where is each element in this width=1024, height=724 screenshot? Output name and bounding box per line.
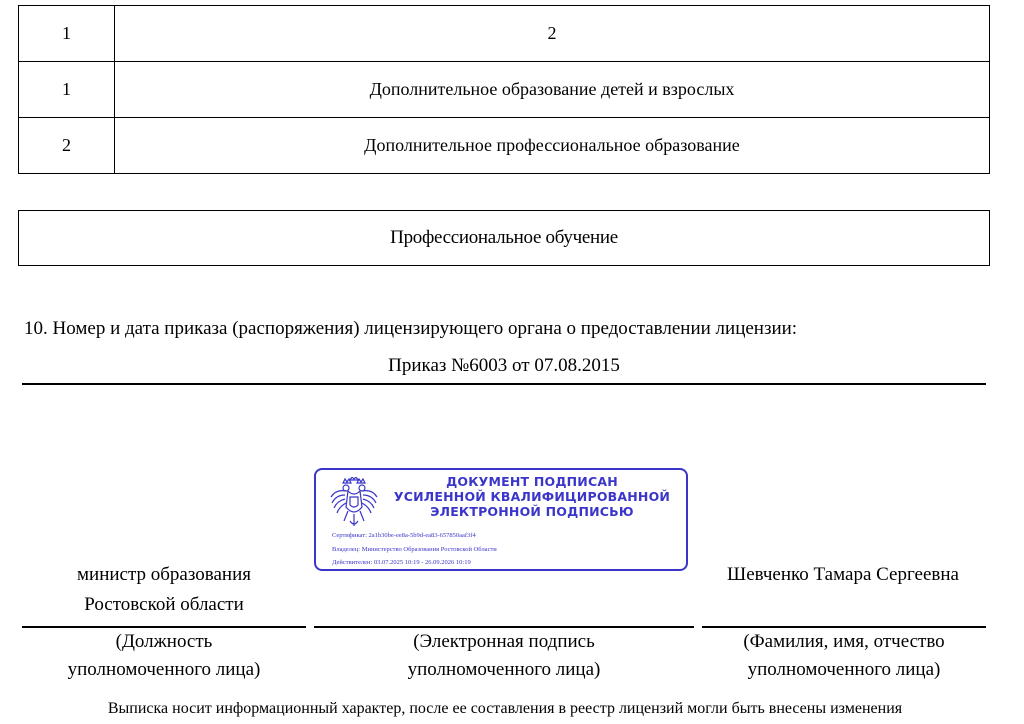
electronic-signature-stamp — [314, 468, 688, 571]
caption-line: уполномоченного лица) — [67, 659, 261, 680]
coat-of-arms-icon — [328, 477, 380, 532]
position-caption — [22, 628, 306, 684]
row-num-cell: 1 — [19, 62, 115, 118]
professional-training-label: Профессиональное обучение — [390, 227, 618, 248]
caption-line: уполномоченного лица) — [407, 659, 601, 680]
stamp-certificate: Сертификат: 2a1b30be-ee8a-5b9d-ea83-657850aaf3f4 — [332, 532, 476, 539]
stamp-title-line: ДОКУМЕНТ ПОДПИСАН — [446, 474, 618, 489]
stamp-title-line: ЭЛЕКТРОННОЙ ПОДПИСЬЮ — [430, 504, 634, 519]
stamp-title — [382, 474, 682, 519]
row-name-cell: Дополнительное профессиональное образование — [115, 118, 990, 174]
footer-note: Выписка носит информационный характер, после ее составления в реестр лицензий могли быть внесены изменения — [107, 700, 903, 717]
row-num-cell: 2 — [19, 118, 115, 174]
table-header-row — [19, 6, 990, 62]
stamp-validity: Действителен: 03.07.2025 10:19 - 26.09.2026 10:19 — [332, 559, 471, 566]
caption-line: (Должность — [115, 631, 213, 652]
caption-line: (Фамилия, имя, отчество — [743, 631, 945, 652]
header-num-cell: 1 — [19, 6, 115, 62]
table-row — [19, 118, 990, 174]
signer-name: Шевченко Тамара Сергеевна — [727, 564, 959, 585]
programs-table — [18, 5, 990, 174]
signer-position-line: Ростовской области — [84, 594, 244, 615]
header-name-cell: 2 — [115, 6, 990, 62]
name-caption — [702, 628, 986, 684]
signer-position-line: министр образования — [77, 564, 251, 585]
esign-caption — [314, 628, 694, 684]
order-underline — [22, 383, 986, 385]
signer-position — [22, 560, 306, 620]
stamp-owner: Владелец: Министерство Образования Ростовской Области — [332, 546, 497, 553]
professional-training-box — [18, 210, 990, 266]
order-number: Приказ №6003 от 07.08.2015 — [388, 355, 620, 376]
stamp-title-line: УСИЛЕННОЙ КВАЛИФИЦИРОВАННОЙ — [393, 489, 671, 504]
item-10-text: 10. Номер и дата приказа (распоряжения) лицензирующего органа о предоставлении лицензии: — [24, 318, 798, 339]
row-name-cell: Дополнительное образование детей и взрослых — [115, 62, 990, 118]
caption-line: (Электронная подпись — [413, 631, 595, 652]
caption-line: уполномоченного лица) — [747, 659, 941, 680]
table-row — [19, 62, 990, 118]
